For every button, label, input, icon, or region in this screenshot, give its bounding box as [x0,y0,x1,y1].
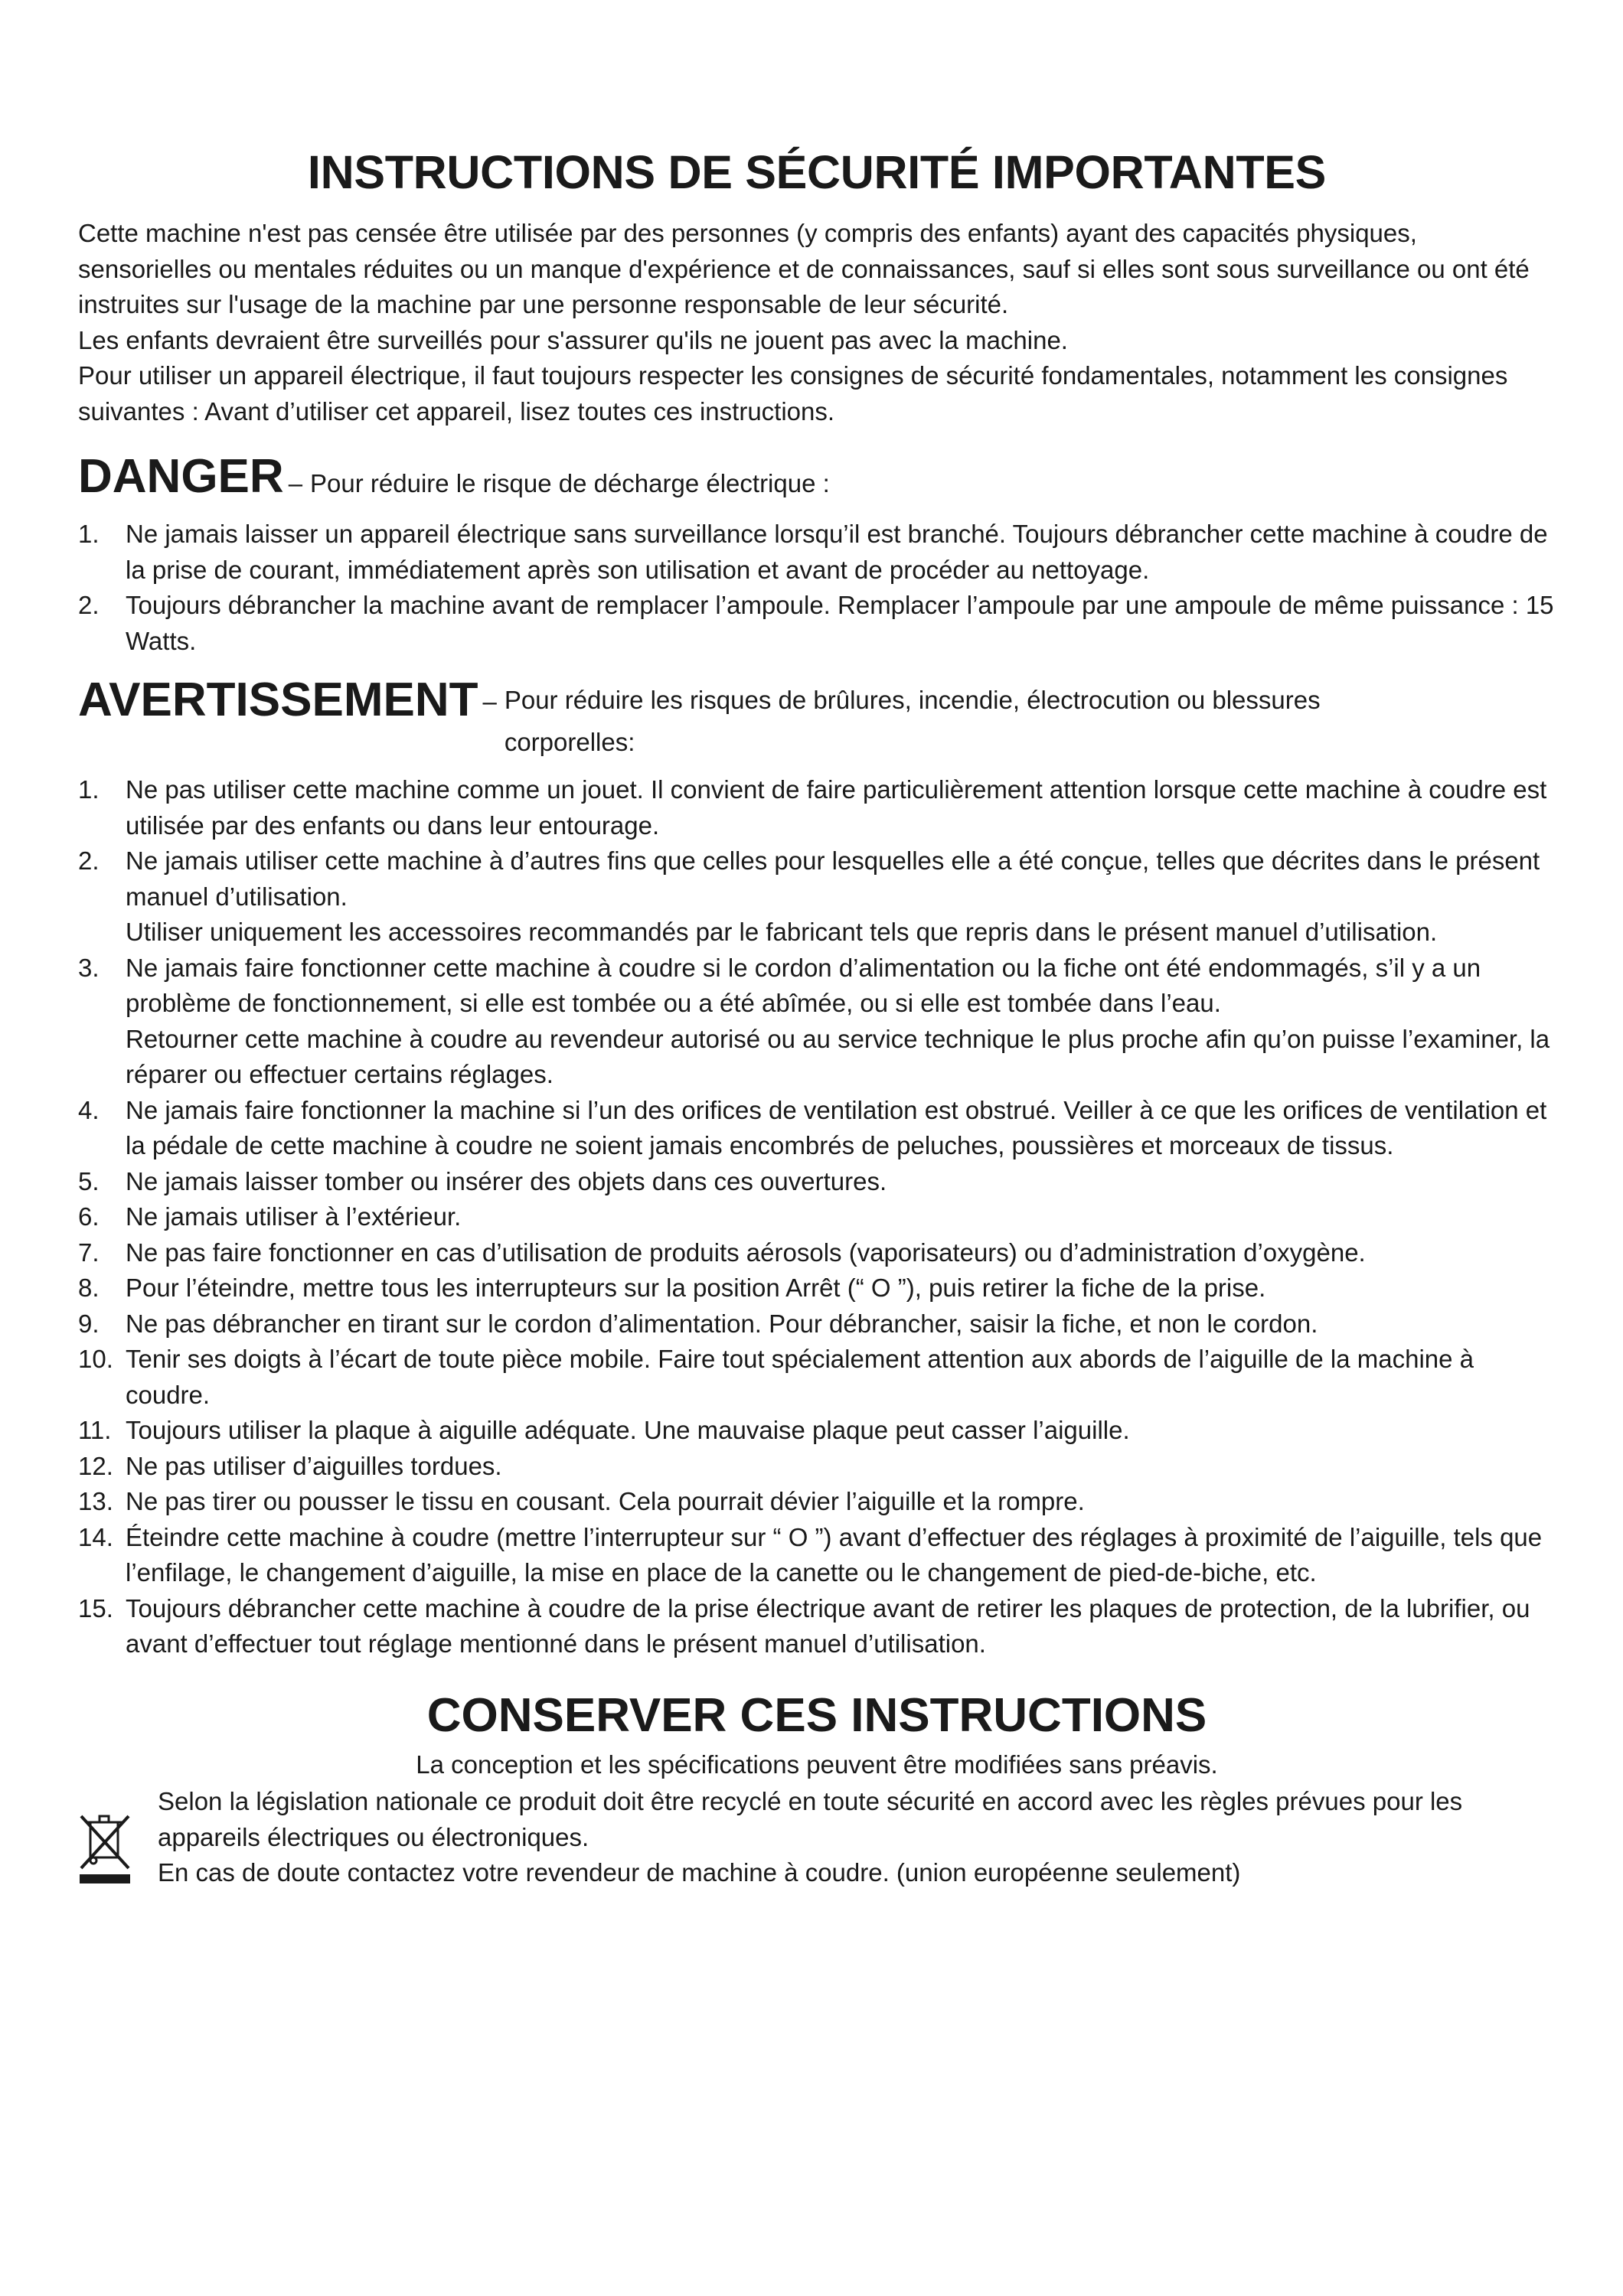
item-line: Utiliser uniquement les accessoires recommandés par le fabricant tels que repris dans le présent manuel d’utilisation. [126,918,1438,946]
warning-list [78,772,1556,1662]
warning-list-item [78,1235,1556,1271]
item-number: 7. [78,1238,100,1267]
item-text [126,1342,1556,1413]
warning-list-item [78,951,1556,1093]
item-number: 1. [78,775,100,804]
crossed-out-wheelie-bin-icon [78,1784,158,1891]
item-number: 4. [78,1095,100,1124]
recycling-text [158,1784,1556,1891]
item-text [126,1591,1556,1662]
warning-list-item [78,1306,1556,1342]
item-number: 8. [78,1274,100,1302]
warning-list-item [78,1199,1556,1235]
item-line: Toujours débrancher cette machine à coudre de la prise électrique avant de retirer les plaques de protection, de la lubrifier, ou avant d’effectuer tout réglage mentionné dans le présent manuel d’utilisation. [126,1593,1530,1658]
item-text [126,1449,1556,1485]
item-number: 2. [78,846,100,875]
recycling-line: En cas de doute contactez votre revendeur de machine à coudre. (union européenne seulement) [158,1858,1241,1887]
footer-title: CONSERVER CES INSTRUCTIONS [426,1688,1207,1742]
item-line: Retourner cette machine à coudre au revendeur autorisé ou au service technique le plus proche afin qu’on puisse l’examiner, la réparer ou effectuer certains réglages. [126,1024,1550,1088]
warning-list-item [78,1484,1556,1520]
item-text [126,1164,1556,1200]
item-number: 5. [78,1166,100,1195]
item-text [126,1270,1556,1306]
page-title: INSTRUCTIONS DE SÉCURITÉ IMPORTANTES [307,146,1327,198]
item-number: 14. [78,1522,113,1551]
item-line: Ne jamais faire fonctionner la machine si l’un des orifices de ventilation est obstrué. Veiller à ce que les orifices de ventilation et la pédale de cette machine à coudre ne soient jamais encombrés de peluches, poussières et morceaux de tissus. [126,1095,1547,1159]
warning-heading: AVERTISSEMENT [78,673,478,726]
intro-section [78,216,1556,429]
warning-list-item [78,843,1556,951]
item-number: 9. [78,1309,100,1338]
item-line: Ne pas tirer ou pousser le tissu en cousant. Cela pourrait dévier l’aiguille et la rompre. [126,1487,1085,1515]
warning-list-item [78,1342,1556,1413]
item-text [126,1306,1556,1342]
item-line: Toujours utiliser la plaque à aiguille adéquate. Une mauvaise plaque peut casser l’aiguille. [126,1416,1130,1444]
item-number: 12. [78,1451,113,1480]
intro-paragraph: Cette machine n'est pas censée être utilisée par des personnes (y compris des enfants) ayant des capacités physiques, sensorielles ou mentales réduites ou un manque d'expérience et de connaissances, sauf si elles sont sous surveillance ou ont été instruites sur l'usage de la machine par une personne responsable de leur sécurité. [78,219,1530,318]
warning-list-item [78,1164,1556,1200]
item-text [126,1093,1556,1164]
item-line: Ne pas utiliser cette machine comme un jouet. Il convient de faire particulièrement attention lorsque cette machine à coudre est utilisée par des enfants ou dans leur entourage. [126,775,1547,840]
warning-list-item [78,1520,1556,1591]
item-number: 11. [78,1416,112,1444]
item-text [126,772,1556,843]
item-text [126,1413,1556,1449]
item-line: Toujours débrancher la machine avant de remplacer l’ampoule. Remplacer l’ampoule par une ampoule de même puissance : 15 Watts. [126,591,1554,655]
warning-subtitle: Pour réduire les risques de brûlures, incendie, électrocution ou blessures corporelles: [504,686,1321,756]
recycling-notice [78,1784,1556,1891]
warning-list-item [78,1591,1556,1662]
danger-dash: – [288,469,303,497]
item-text [126,951,1556,1093]
item-number: 6. [78,1202,100,1231]
warning-list-item [78,1270,1556,1306]
item-text [126,1199,1556,1235]
intro-paragraph: Les enfants devraient être surveillés pour s'assurer qu'ils ne jouent pas avec la machine. [78,325,1068,354]
item-text [126,588,1556,659]
item-number: 1. [78,520,100,548]
item-line: Ne jamais laisser un appareil électrique sans surveillance lorsqu’il est branché. Toujours débrancher cette machine à coudre de la prise de courant, immédiatement après son utilisation et avant de procéder au nettoyage. [126,520,1548,584]
danger-list-item [78,517,1556,588]
danger-subtitle: Pour réduire le risque de décharge électrique : [310,469,830,497]
specs-note: La conception et les spécifications peuvent être modifiées sans préavis. [416,1750,1218,1779]
item-text [126,1235,1556,1271]
warning-list-item [78,1093,1556,1164]
danger-list [78,517,1556,659]
item-text [126,517,1556,588]
item-line: Ne pas débrancher en tirant sur le cordon d’alimentation. Pour débrancher, saisir la fiche, et non le cordon. [126,1309,1318,1338]
item-line: Ne pas faire fonctionner en cas d’utilisation de produits aérosols (vaporisateurs) ou d’administration d’oxygène. [126,1238,1366,1267]
warning-list-item [78,1449,1556,1485]
item-number: 13. [78,1487,113,1515]
warning-list-item [78,1413,1556,1449]
item-line: Ne jamais utiliser cette machine à d’autres fins que celles pour lesquelles elle a été conçue, telles que décrites dans le présent manuel d’utilisation. [126,846,1540,911]
item-line: Ne jamais faire fonctionner cette machine à coudre si le cordon d’alimentation ou la fiche ont été endommagés, s’il y a un problème de fonctionnement, si elle est tombée ou a été abîmée, ou si elle est tombée dans l’eau. [126,953,1481,1017]
document-page [78,145,1556,1891]
danger-heading: DANGER [78,450,284,503]
item-number: 2. [78,591,100,619]
warning-dash: – [482,687,497,716]
item-text [126,843,1556,951]
item-number: 10. [78,1345,113,1373]
recycling-line: Selon la législation nationale ce produit doit être recyclé en toute sécurité en accord avec les règles prévues pour les appareils électriques ou électroniques. [158,1787,1463,1851]
item-line: Ne pas utiliser d’aiguilles tordues. [126,1451,502,1480]
item-line: Éteindre cette machine à coudre (mettre l’interrupteur sur “ O ”) avant d’effectuer des réglages à proximité de l’aiguille, tels que l’enfilage, le changement d’aiguille, la mise en place de la canette ou le changement de pied-de-biche, etc. [126,1522,1543,1587]
warning-heading-row [78,670,1556,763]
item-text [126,1520,1556,1591]
danger-heading-row [78,446,1556,507]
item-line: Tenir ses doigts à l’écart de toute pièce mobile. Faire tout spécialement attention aux abords de l’aiguille de la machine à coudre. [126,1345,1474,1409]
item-number: 15. [78,1593,113,1623]
item-number: 3. [78,953,100,982]
warning-list-item [78,772,1556,843]
item-text [126,1484,1556,1520]
danger-list-item [78,588,1556,659]
item-line: Ne jamais utiliser à l’extérieur. [126,1202,462,1231]
intro-paragraph: Pour utiliser un appareil électrique, il faut toujours respecter les consignes de sécurité fondamentales, notamment les consignes suivantes : Avant d’utiliser cet appareil, lisez toutes ces instructions. [78,361,1508,426]
item-line: Pour l’éteindre, mettre tous les interrupteurs sur la position Arrêt (“ O ”), puis retirer la fiche de la prise. [126,1274,1266,1302]
item-line: Ne jamais laisser tomber ou insérer des objets dans ces ouvertures. [126,1166,887,1195]
